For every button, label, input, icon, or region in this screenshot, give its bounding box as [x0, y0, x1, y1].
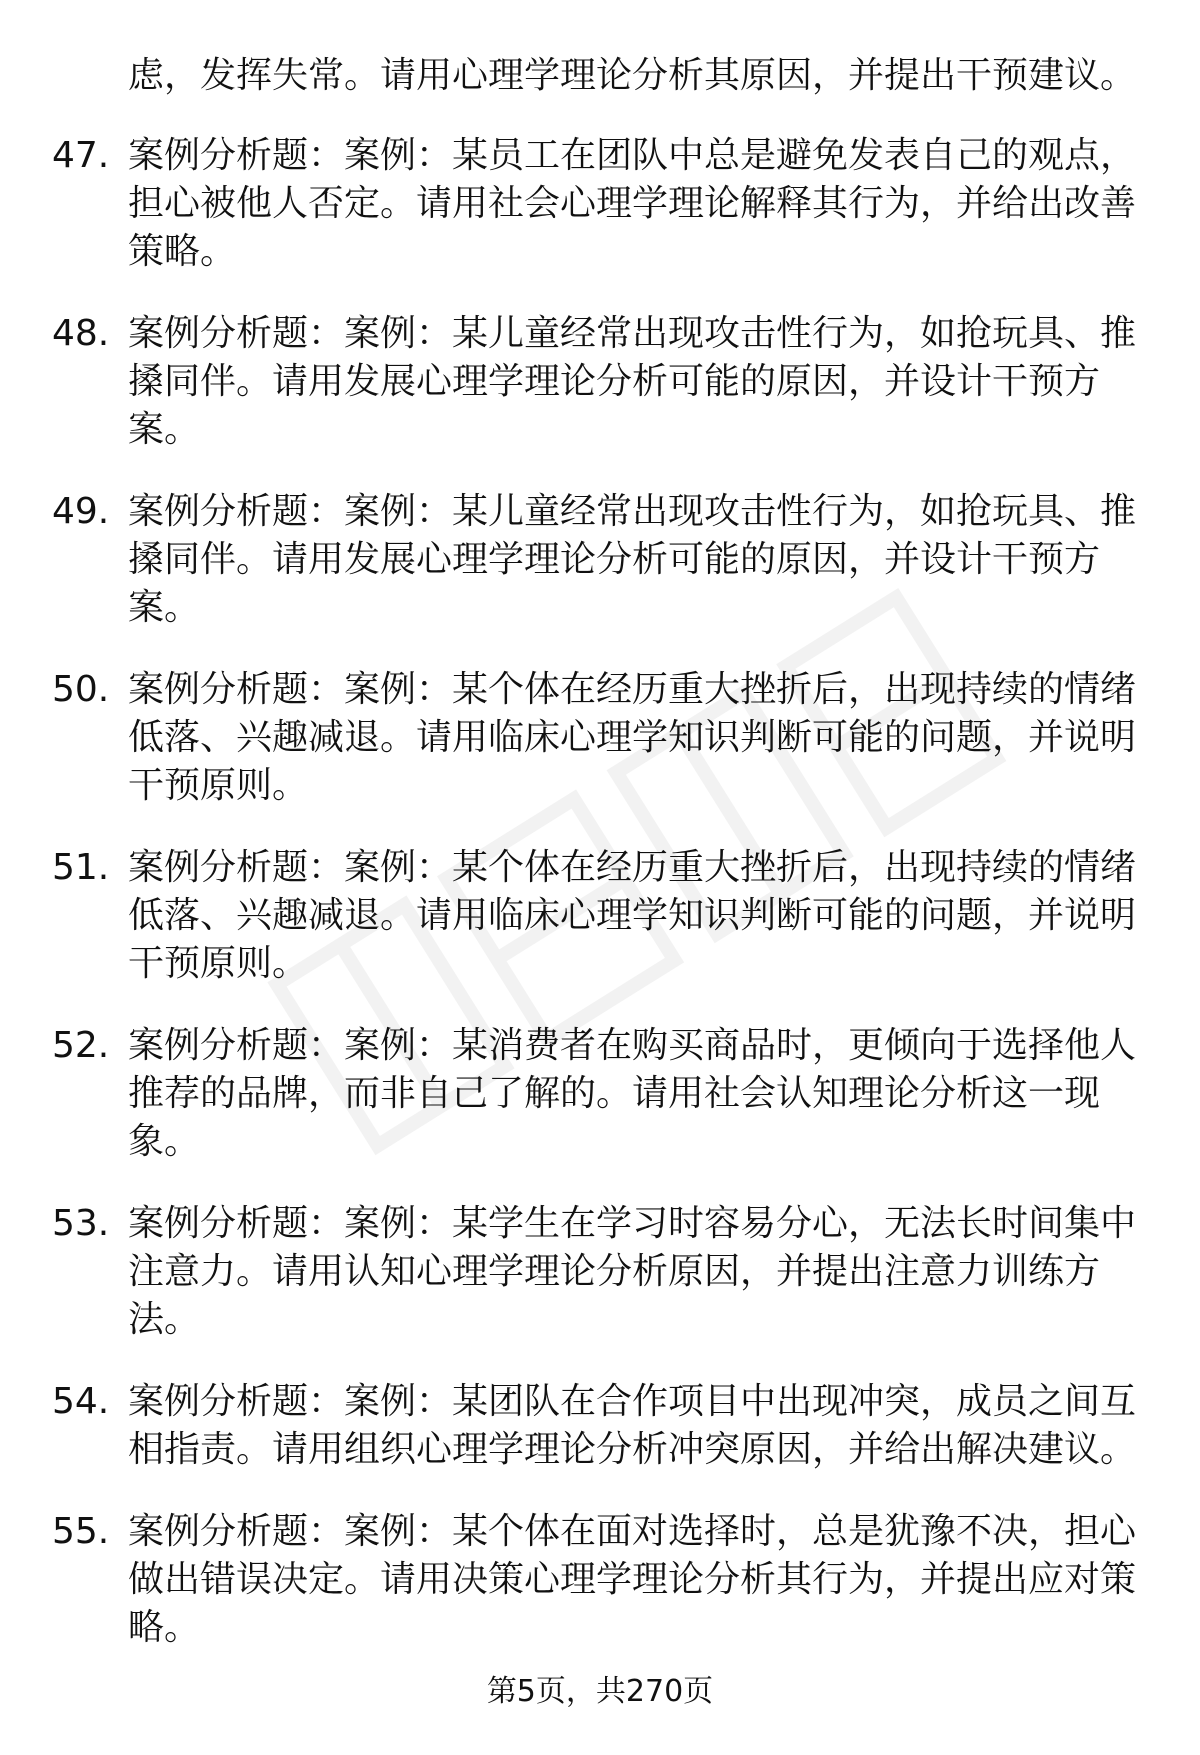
question-text-line: 干预原则。 — [128, 943, 309, 984]
question-text-line: 做出错误决定。请用决策心理学理论分析其行为，并提出应对策 — [128, 1559, 1137, 1600]
question-text-line: 案例分析题：案例：某个体在面对选择时，总是犹豫不决，担心 — [128, 1511, 1137, 1552]
question-item — [0, 132, 1200, 276]
question-text-line: 搡同伴。请用发展心理学理论分析可能的原因，并设计干预方 — [128, 361, 1101, 402]
question-number: 47. — [52, 135, 110, 176]
question-text — [128, 1200, 1140, 1344]
question-text-line: 推荐的品牌，而非自己了解的。请用社会认知理论分析这一现 — [128, 1073, 1101, 1114]
question-number: 50. — [52, 669, 110, 710]
question-text — [128, 1378, 1140, 1474]
question-number: 54. — [52, 1381, 110, 1422]
question-item — [0, 1200, 1200, 1344]
question-text-line: 低落、兴趣减退。请用临床心理学知识判断可能的问题，并说明 — [128, 895, 1137, 936]
question-text-line: 担心被他人否定。请用社会心理学理论解释其行为，并给出改善 — [128, 183, 1137, 224]
question-text — [128, 844, 1140, 988]
question-number: 51. — [52, 847, 110, 888]
question-text-line: 低落、兴趣减退。请用临床心理学知识判断可能的问题，并说明 — [128, 717, 1137, 758]
question-text-line: 案。 — [128, 587, 201, 628]
question-text-line: 象。 — [128, 1121, 201, 1162]
question-text-line: 案例分析题：案例：某团队在合作项目中出现冲突，成员之间互 — [128, 1381, 1137, 1422]
question-text-line: 案。 — [128, 409, 201, 450]
question-text — [128, 1022, 1140, 1166]
question-item — [0, 1378, 1200, 1474]
question-text-line: 案例分析题：案例：某个体在经历重大挫折后，出现持续的情绪 — [128, 847, 1137, 888]
question-text-line: 略。 — [128, 1607, 201, 1648]
question-text-line: 案例分析题：案例：某个体在经历重大挫折后，出现持续的情绪 — [128, 669, 1137, 710]
question-text-line: 案例分析题：案例：某儿童经常出现攻击性行为，如抢玩具、推 — [128, 313, 1137, 354]
question-text-line: 策略。 — [128, 231, 237, 272]
question-text-line: 注意力。请用认知心理学理论分析原因，并提出注意力训练方 — [128, 1251, 1101, 1292]
question-item — [0, 310, 1200, 454]
question-text-line: 干预原则。 — [128, 765, 309, 806]
question-text — [128, 666, 1140, 810]
question-number: 48. — [52, 313, 110, 354]
question-list — [0, 132, 1200, 1686]
question-number: 53. — [52, 1203, 110, 1244]
question-item — [0, 666, 1200, 810]
question-text — [128, 488, 1140, 632]
question-text-line: 法。 — [128, 1299, 201, 1340]
question-text — [128, 1508, 1140, 1652]
question-text-line: 案例分析题：案例：某儿童经常出现攻击性行为，如抢玩具、推 — [128, 491, 1137, 532]
question-number: 55. — [52, 1511, 110, 1552]
question-number: 49. — [52, 491, 110, 532]
question-item — [0, 1508, 1200, 1652]
question-text-line: 相指责。请用组织心理学理论分析冲突原因，并给出解决建议。 — [128, 1429, 1137, 1470]
continued-question-text: 虑，发挥失常。请用心理学理论分析其原因，并提出干预建议。 — [128, 55, 1137, 96]
question-item — [0, 844, 1200, 988]
question-item — [0, 1022, 1200, 1166]
question-item — [0, 488, 1200, 632]
question-text-line: 案例分析题：案例：某消费者在购买商品时，更倾向于选择他人 — [128, 1025, 1137, 1066]
question-text — [128, 310, 1140, 454]
question-text-line: 案例分析题：案例：某学生在学习时容易分心，无法长时间集中 — [128, 1203, 1137, 1244]
question-text-line: 案例分析题：案例：某员工在团队中总是避免发表自己的观点， — [128, 135, 1137, 176]
question-text — [128, 132, 1140, 276]
question-number: 52. — [52, 1025, 110, 1066]
question-text-line: 搡同伴。请用发展心理学理论分析可能的原因，并设计干预方 — [128, 539, 1101, 580]
page-number-footer: 第5页，共270页 — [486, 1674, 714, 1709]
